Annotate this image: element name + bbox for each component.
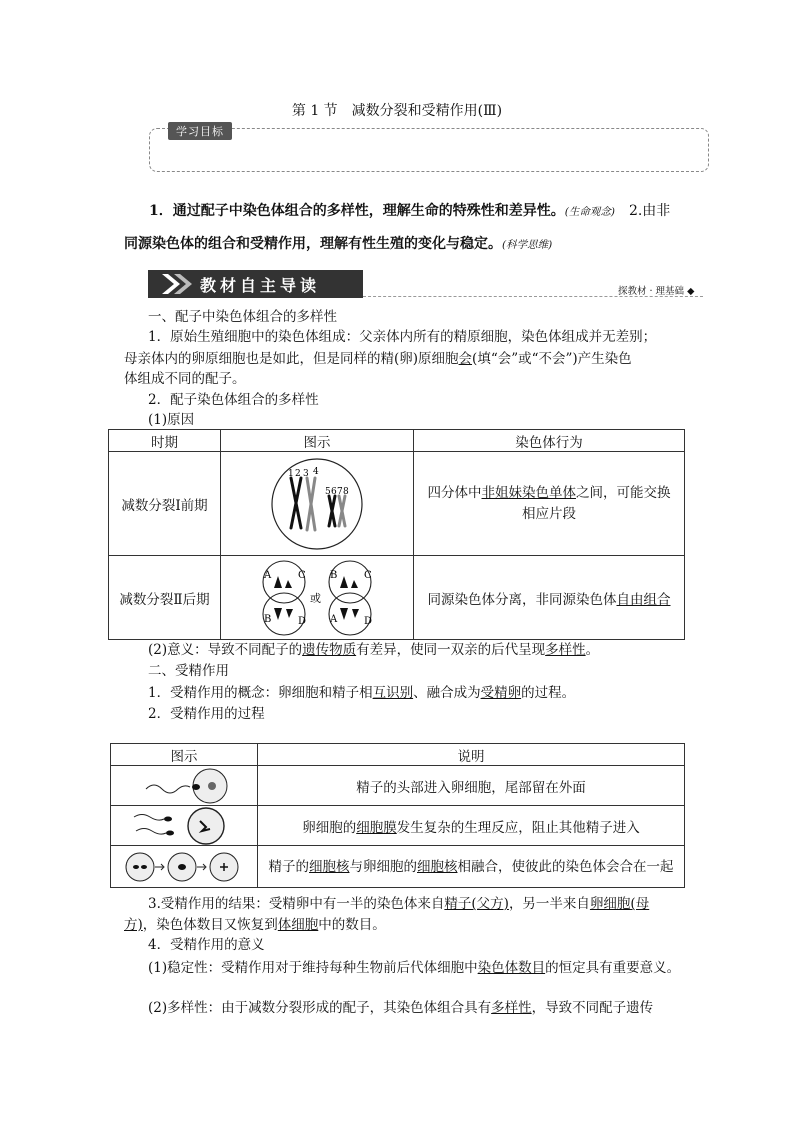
goal-box	[149, 128, 709, 172]
goal-line-1-text: 1．通过配子中染色体组合的多样性，理解生命的特殊性和差异性。	[149, 203, 565, 219]
table-row	[109, 556, 685, 640]
table2-row-2-text	[258, 806, 685, 846]
result-answer-egg: 卵细胞(母	[589, 896, 650, 912]
tetrad-label-3: 3	[303, 468, 309, 479]
table1-period-2: 减数分裂Ⅱ后期	[109, 556, 221, 640]
table2-answer-egg-nucleus: 细胞核	[417, 858, 458, 875]
result-line-2	[124, 915, 684, 935]
table-row	[111, 766, 685, 806]
meaning-post: 。	[585, 642, 600, 658]
meaning-line	[124, 640, 684, 660]
anaphase-label-d2: D	[364, 615, 373, 627]
significance-diversity	[124, 998, 684, 1018]
result-d: 中的数目。	[318, 917, 386, 933]
part2-process: 2．受精作用的过程	[148, 706, 265, 722]
tetrad-label-6: 6	[331, 486, 337, 497]
meaning-pre: (2)意义：导致不同配子的	[148, 642, 303, 658]
part2-answer-recognize: 互识别	[372, 685, 414, 701]
section-banner	[148, 270, 363, 298]
goal-line-1	[149, 189, 689, 234]
part2-heading: 二、受精作用	[148, 663, 229, 679]
part2-answer-zygote: 受精卵	[480, 685, 522, 701]
table1-header-figure: 图示	[221, 430, 414, 452]
table2-row-3-post: 相融合，使彼此的染色体会合在一起	[457, 858, 674, 875]
part2-concept-mid: 、融合成为	[413, 685, 481, 701]
tetrad-label-4: 4	[313, 466, 319, 477]
tetrad-label-7: 7	[337, 486, 343, 497]
table2-header-figure: 图示	[111, 744, 258, 766]
table2-row-2-mid: 发生复杂的生理反应，阻止其他精子进入	[396, 819, 640, 836]
result-answer-egg-cont: 方)	[124, 917, 143, 933]
part1-p1-b	[124, 349, 684, 369]
table1-behavior-2	[414, 556, 685, 640]
table1-period-1: 减数分裂Ⅰ前期	[109, 452, 221, 556]
significance-s2-pre: (2)多样性：由于减数分裂形成的配子，其染色体组合具有	[148, 1000, 492, 1016]
significance-s1-pre: (1)稳定性：受精作用对于维持每种生物前后代体细胞中	[148, 960, 478, 976]
anaphase-figure	[254, 558, 380, 638]
part1-p1-b-post: (填“会”或“不会”)产生染色	[472, 351, 632, 367]
significance-answer-chromosome-number: 染色体数目	[477, 960, 546, 976]
part2-concept-post: 的过程。	[521, 685, 576, 701]
result-c: ，染色体数目又恢复到	[142, 917, 278, 933]
figure-tetrad	[221, 452, 414, 556]
meaning-answer-genetic-material: 遗传物质	[302, 642, 357, 658]
tetrad-label-8: 8	[343, 486, 349, 497]
goal-tag: 学习目标	[168, 122, 232, 140]
table-meiosis	[108, 429, 685, 640]
table2-row-3-pre: 精子的	[268, 858, 309, 875]
significance-stability	[124, 957, 684, 979]
figure-nuclear-fusion	[111, 846, 258, 888]
table1-answer-nonsister: 非姐妹染色单体	[481, 484, 576, 501]
table-fertilization	[110, 743, 685, 888]
table2-row-1-text	[258, 766, 685, 806]
nuclear-fusion-figure	[122, 849, 246, 885]
part1-p1-b-pre: 母亲体内的卵原细胞也是如此，但是同样的精(卵)原细胞	[124, 351, 459, 367]
table2-row-2-pre: 卵细胞的	[302, 819, 357, 836]
meaning-answer-diversity: 多样性	[545, 642, 586, 658]
table-row	[111, 846, 685, 888]
tetrad-label-5: 5	[325, 486, 331, 497]
anaphase-label-d1: D	[298, 615, 307, 627]
part1-p2: 2．配子染色体组合的多样性	[148, 392, 319, 408]
anaphase-or-label: 或	[310, 591, 321, 605]
anaphase-label-a2: A	[330, 613, 338, 625]
tetrad-figure	[255, 456, 379, 552]
membrane-reaction-figure	[124, 807, 244, 845]
table2-answer-membrane: 细胞膜	[356, 819, 397, 836]
goal-line-1-next: 2.由非	[614, 203, 671, 219]
table1-behavior-2-pre: 同源染色体分离，非同源染色体	[427, 591, 617, 608]
anaphase-label-a1: A	[264, 569, 272, 581]
goal-line-1-tag: (生命观念)	[564, 206, 615, 218]
table1-behavior-1-pre: 四分体中	[427, 484, 482, 501]
sperm-entry-figure	[124, 767, 244, 805]
section-note	[618, 283, 694, 297]
significance-s2-post: ，导致不同配子遗传	[531, 1000, 654, 1016]
part1-p1-a: 1．原始生殖细胞中的染色体组成：父亲体内所有的精原细胞，染色体组成并无差别；	[148, 329, 657, 345]
diamond-icon: ◆	[687, 286, 695, 297]
part2-concept-pre: 1．受精作用的概念：卵细胞和精子相	[148, 685, 373, 701]
table-row	[111, 806, 685, 846]
figure-sperm-entry	[111, 766, 258, 806]
table2-row-3-text	[258, 846, 685, 888]
anaphase-label-b2: B	[330, 569, 338, 581]
result-a: 3.受精作用的结果：受精卵中有一半的染色体来自	[148, 896, 445, 912]
significance-s1-post: 的恒定具有重要意义。	[545, 960, 681, 976]
table1-answer-free-combination: 自由组合	[616, 591, 671, 608]
significance-answer-diversity: 多样性	[491, 1000, 532, 1016]
section-note-text: 探教材 · 理基础	[618, 286, 685, 297]
section-title: 教材自主导读	[200, 276, 321, 295]
part1-p2-1: (1)原因	[148, 412, 195, 428]
part1-answer-hui: 会	[458, 351, 473, 367]
page-title: 第 1 节 减数分裂和受精作用(Ⅲ)	[291, 103, 503, 119]
table2-row-1-pre: 精子的头部进入卵细胞，尾部留在外面	[356, 779, 586, 796]
table-row	[109, 452, 685, 556]
table1-header-period: 时期	[109, 430, 221, 452]
tetrad-label-2: 2	[295, 468, 301, 479]
table1-behavior-1-post: 之间，可能交换相应片段	[522, 484, 671, 522]
result-answer-sperm: 精子(父方)	[444, 896, 509, 912]
goal-line-2-tag: (科学思维)	[502, 239, 553, 251]
result-answer-somatic: 体细胞	[277, 917, 319, 933]
tetrad-label-1: 1	[288, 468, 294, 479]
table1-header-behavior: 染色体行为	[414, 430, 685, 452]
figure-anaphase	[221, 556, 414, 640]
part1-heading: 一、配子中染色体组合的多样性	[148, 309, 337, 325]
figure-membrane-reaction	[111, 806, 258, 846]
goal-line-2-text: 同源染色体的组合和受精作用，理解有性生殖的变化与稳定。	[124, 236, 502, 252]
goal-line-2	[124, 233, 552, 253]
result-b: ，另一半来自	[508, 896, 590, 912]
significance-heading: 4．受精作用的意义	[148, 937, 265, 953]
table1-behavior-1	[414, 452, 685, 556]
table2-row-3-mid: 与卵细胞的	[349, 858, 417, 875]
meaning-mid: 有差异，使同一双亲的后代呈现	[356, 642, 546, 658]
anaphase-label-b1: B	[264, 613, 272, 625]
table2-answer-sperm-nucleus: 细胞核	[309, 858, 350, 875]
anaphase-label-c1: C	[298, 569, 306, 581]
chevron-icon	[148, 270, 198, 298]
anaphase-label-c2: C	[364, 569, 372, 581]
part2-concept	[124, 683, 684, 703]
result-line-1	[124, 894, 684, 914]
part1-p1	[124, 327, 684, 347]
part1-p1-c: 体组成不同的配子。	[124, 371, 246, 387]
table2-header-explain: 说明	[258, 744, 685, 766]
